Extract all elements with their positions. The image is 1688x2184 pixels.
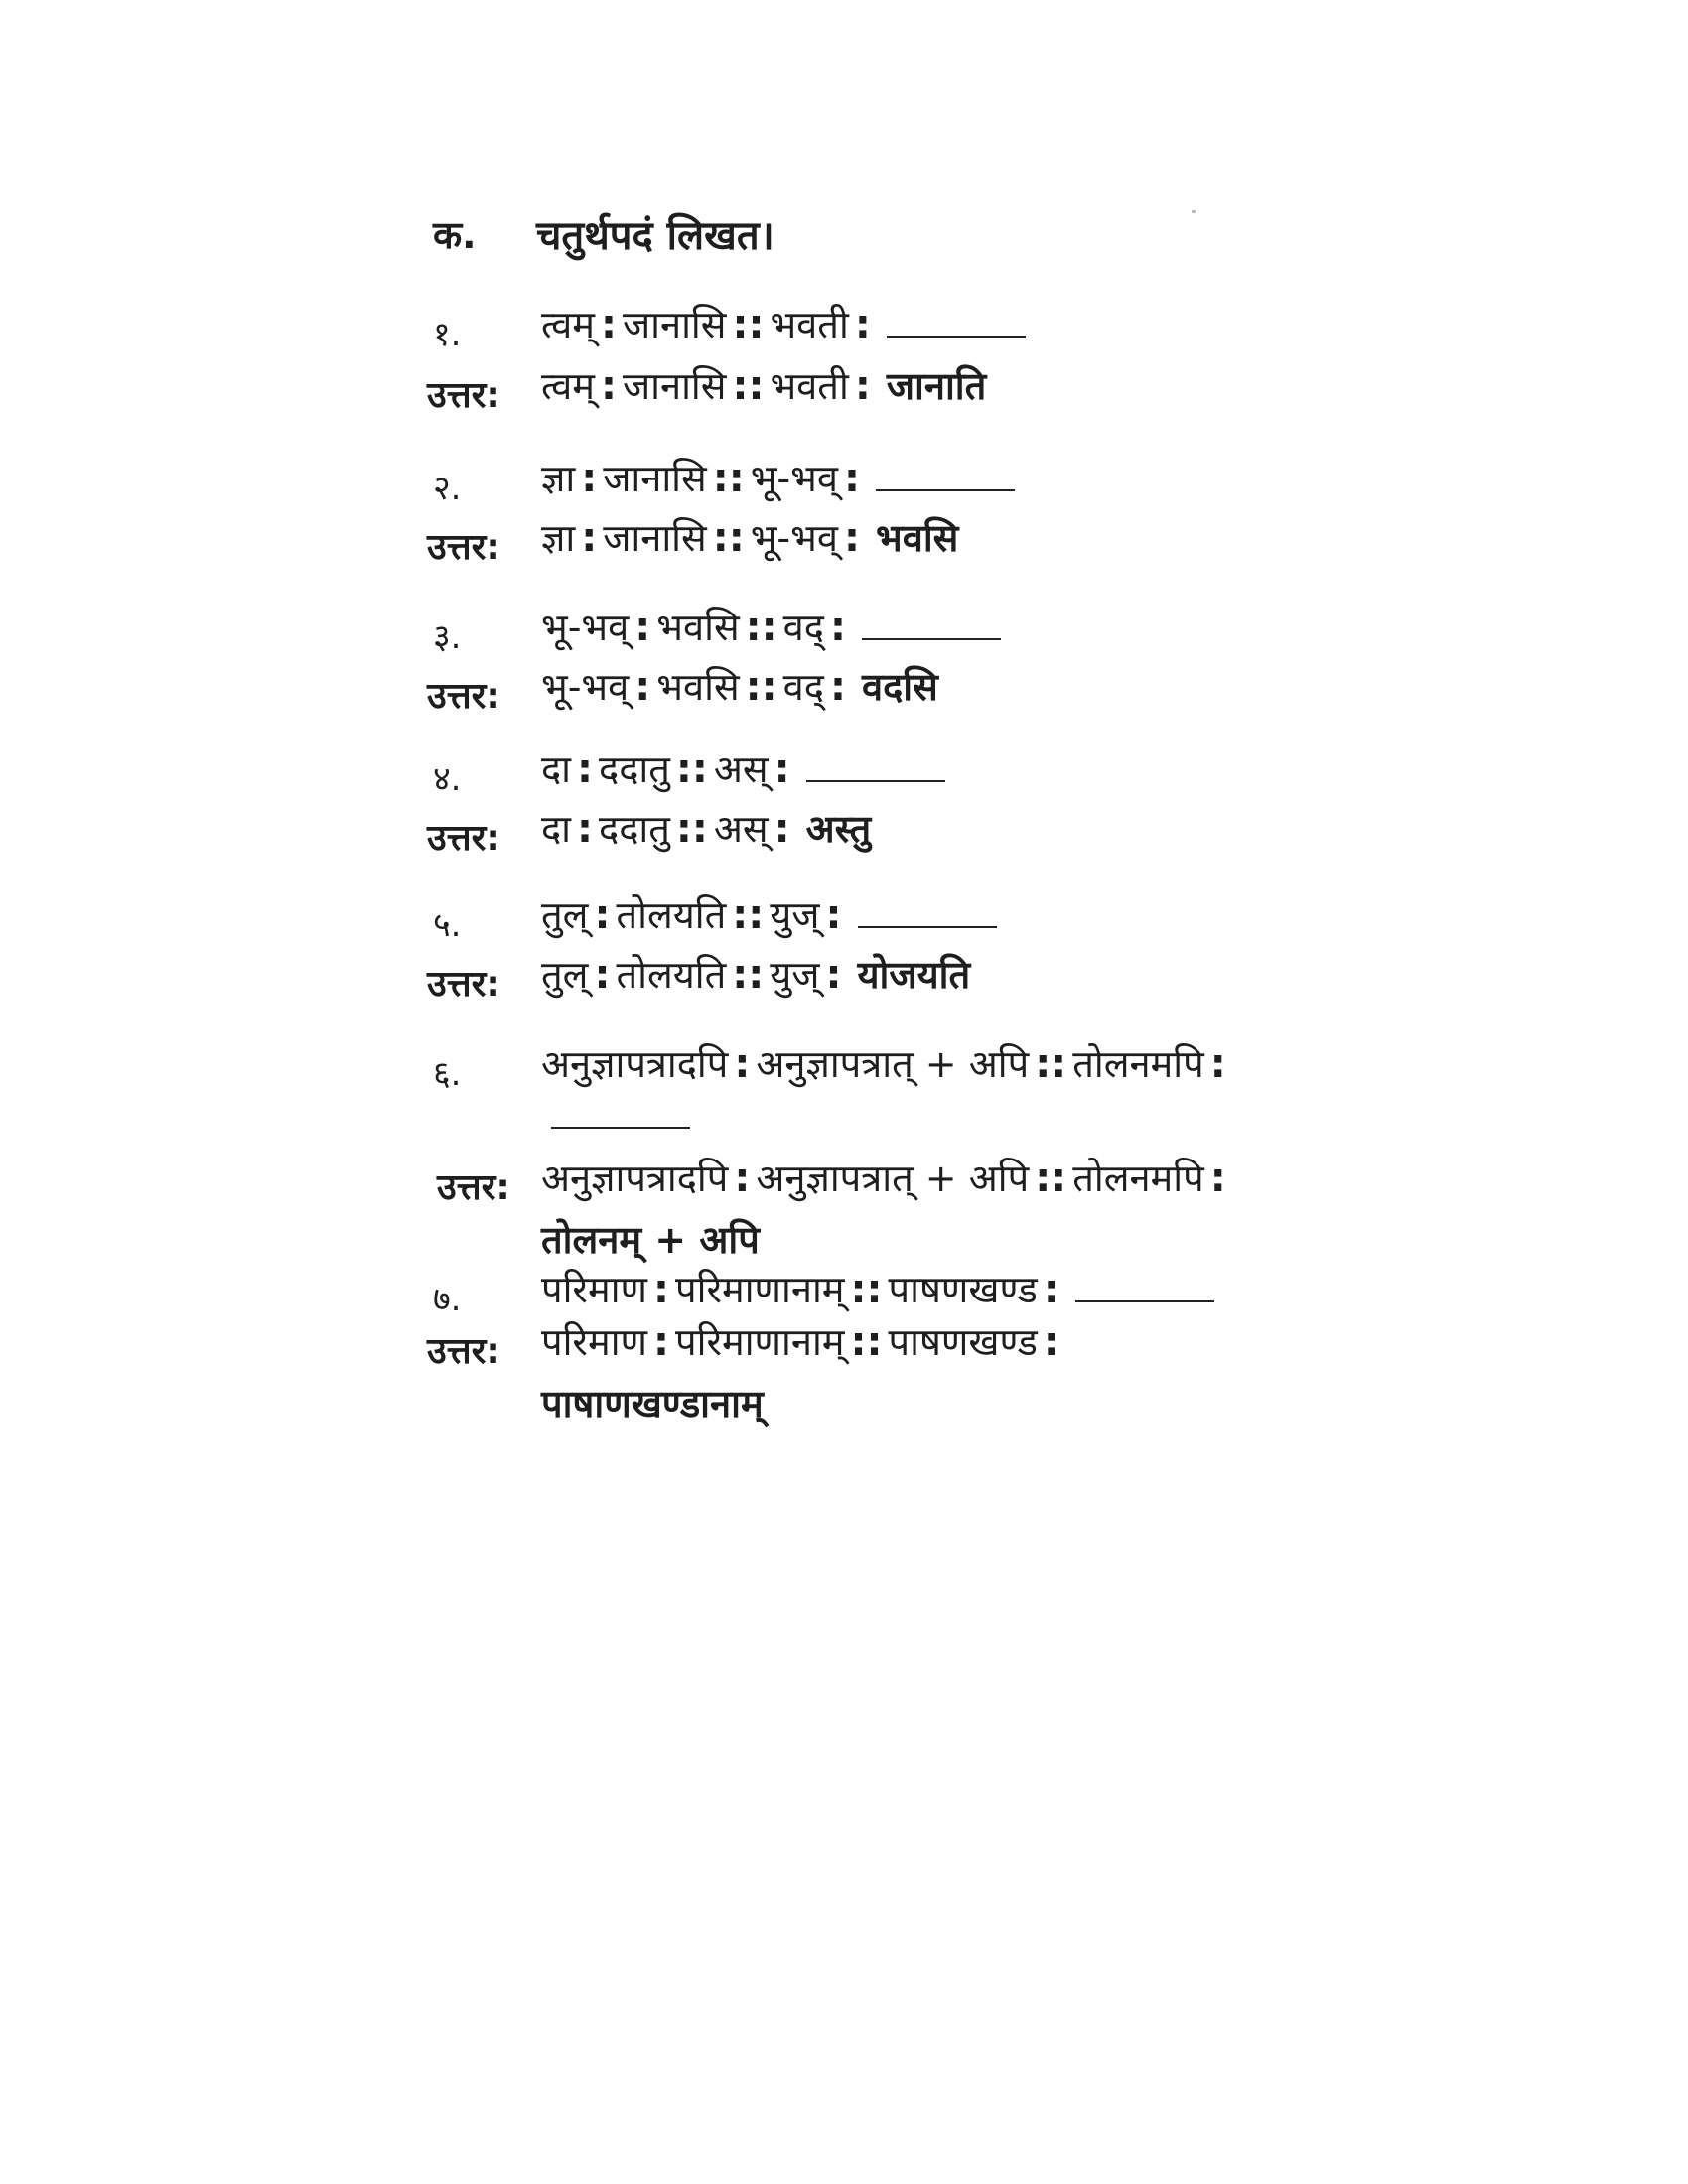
answer-text: योजयति bbox=[857, 953, 971, 997]
term: भवती bbox=[770, 303, 849, 346]
ratio-separator: : bbox=[634, 605, 651, 650]
answer-label: उत्तर: bbox=[427, 375, 500, 416]
section-title: चतुर्थपदं लिखत। bbox=[536, 213, 774, 259]
ratio-separator: : bbox=[1209, 1156, 1226, 1201]
ratio-separator: :: bbox=[712, 456, 745, 501]
term: तोलयति bbox=[616, 953, 727, 997]
term: जानासि bbox=[622, 364, 727, 408]
ratio-separator: : bbox=[774, 747, 790, 792]
ratio-separator: : bbox=[844, 456, 860, 501]
ratio-separator: : bbox=[653, 1319, 670, 1365]
ratio-separator: : bbox=[1043, 1319, 1059, 1365]
term: दा bbox=[541, 748, 572, 791]
term: वद् bbox=[782, 606, 824, 649]
term: पाषणखण्ड bbox=[888, 1320, 1038, 1364]
term: ददातु bbox=[599, 807, 670, 851]
term: तुल् bbox=[541, 953, 589, 997]
ratio-separator: : bbox=[844, 515, 860, 561]
answer-label: उत्तर: bbox=[427, 818, 500, 859]
item-number: १. bbox=[433, 315, 462, 354]
ratio-separator: :: bbox=[732, 892, 765, 938]
term: जानासि bbox=[603, 457, 707, 500]
answer-label: उत्तर: bbox=[427, 1331, 500, 1372]
answer-row bbox=[541, 1152, 1232, 1262]
answer-blank bbox=[876, 460, 1015, 491]
answer-blank bbox=[887, 306, 1026, 338]
answer-row bbox=[541, 511, 958, 563]
ratio-separator: :: bbox=[1035, 1041, 1067, 1087]
term: अनुज्ञापत्रात् + अपि bbox=[756, 1157, 1030, 1200]
question-row bbox=[541, 743, 945, 794]
ratio-separator: : bbox=[600, 363, 617, 409]
term: भू-भव् bbox=[541, 665, 630, 709]
answer-blank bbox=[858, 896, 997, 928]
question-row bbox=[541, 298, 1026, 349]
answer-text: वदसि bbox=[861, 665, 938, 709]
answer-blank bbox=[806, 751, 945, 782]
ratio-separator: : bbox=[829, 605, 846, 650]
question-row bbox=[541, 888, 997, 940]
ratio-separator: : bbox=[577, 747, 594, 792]
ratio-separator: : bbox=[774, 806, 790, 852]
ratio-separator: :: bbox=[675, 806, 708, 852]
ratio-separator: :: bbox=[732, 302, 765, 347]
term: त्वम् bbox=[541, 303, 595, 346]
ratio-separator: :: bbox=[850, 1319, 883, 1365]
term: ज्ञा bbox=[541, 457, 576, 500]
term: युज् bbox=[770, 953, 820, 997]
term: अस् bbox=[713, 748, 769, 791]
item-number: २. bbox=[433, 469, 462, 508]
term: भू-भव् bbox=[750, 516, 838, 560]
answer-label: उत्तर: bbox=[437, 1167, 510, 1208]
ratio-separator: : bbox=[829, 664, 846, 710]
question-row bbox=[541, 452, 1015, 503]
term: अनुज्ञापत्रादपि bbox=[541, 1157, 729, 1200]
ratio-separator: : bbox=[653, 1267, 670, 1312]
ratio-separator: : bbox=[594, 952, 611, 998]
item-number: ५. bbox=[433, 905, 462, 945]
term: तोलनमपि bbox=[1072, 1042, 1204, 1086]
answer-text: अस्तु bbox=[805, 807, 872, 851]
ratio-separator: :: bbox=[745, 605, 777, 650]
answer-text: भवसि bbox=[876, 516, 959, 560]
ratio-separator: : bbox=[1209, 1041, 1226, 1087]
item-number: ७. bbox=[433, 1280, 462, 1319]
question-row bbox=[541, 601, 1001, 652]
term: अस् bbox=[713, 807, 769, 851]
ratio-separator: : bbox=[581, 515, 598, 561]
answer-row bbox=[541, 1315, 1065, 1426]
ratio-separator: :: bbox=[1035, 1156, 1067, 1201]
answer-row bbox=[541, 948, 970, 1000]
answer-row bbox=[541, 359, 986, 411]
ratio-separator: : bbox=[734, 1041, 751, 1087]
item-number: ३. bbox=[433, 617, 462, 657]
term: त्वम् bbox=[541, 364, 595, 408]
ratio-separator: : bbox=[594, 892, 611, 938]
ratio-separator: :: bbox=[732, 952, 765, 998]
term: परिमाणानाम् bbox=[675, 1320, 845, 1364]
term: ज्ञा bbox=[541, 516, 576, 560]
ratio-separator: :: bbox=[712, 515, 745, 561]
ratio-separator: : bbox=[577, 806, 594, 852]
ratio-separator: : bbox=[825, 892, 842, 938]
answer-blank bbox=[862, 609, 1001, 640]
item-number: ४. bbox=[433, 759, 462, 799]
question-row bbox=[541, 1263, 1214, 1314]
term: भवसि bbox=[656, 665, 740, 709]
answer-text: तोलनम् + अपि bbox=[541, 1218, 760, 1262]
term: जानासि bbox=[622, 303, 727, 346]
ratio-separator: :: bbox=[732, 363, 765, 409]
term: युज् bbox=[770, 893, 820, 937]
ratio-separator: :: bbox=[745, 664, 777, 710]
term: भवसि bbox=[656, 606, 740, 649]
term: तुल् bbox=[541, 893, 589, 937]
term: अनुज्ञापत्रात् + अपि bbox=[756, 1042, 1030, 1086]
answer-label: उत्तर: bbox=[427, 676, 500, 717]
answer-label: उत्तर: bbox=[427, 527, 500, 568]
answer-row bbox=[541, 802, 871, 854]
term: पाषणखण्ड bbox=[888, 1268, 1038, 1311]
term: तोलयति bbox=[616, 893, 727, 937]
term: दा bbox=[541, 807, 572, 851]
term: भवती bbox=[770, 364, 849, 408]
ratio-separator: : bbox=[734, 1156, 751, 1201]
ratio-separator: : bbox=[1043, 1267, 1059, 1312]
answer-row bbox=[541, 660, 938, 712]
ratio-separator: :: bbox=[675, 747, 708, 792]
scan-speck bbox=[1192, 210, 1196, 213]
term: परिमाण bbox=[541, 1268, 648, 1311]
ratio-separator: : bbox=[581, 456, 598, 501]
answer-text: पाषाणखण्डानाम् bbox=[541, 1382, 764, 1426]
term: परिमाण bbox=[541, 1320, 648, 1364]
ratio-separator: : bbox=[854, 363, 871, 409]
answer-blank bbox=[1075, 1271, 1214, 1302]
term: ददातु bbox=[599, 748, 670, 791]
ratio-separator: : bbox=[600, 302, 617, 347]
item-number: ६. bbox=[433, 1054, 462, 1094]
answer-blank bbox=[551, 1097, 690, 1129]
term: तोलनमपि bbox=[1072, 1157, 1204, 1200]
ratio-separator: : bbox=[854, 302, 871, 347]
ratio-separator: :: bbox=[850, 1267, 883, 1312]
answer-label: उत्तर: bbox=[427, 964, 500, 1005]
term: वद् bbox=[782, 665, 824, 709]
term: जानासि bbox=[603, 516, 707, 560]
term: परिमाणानाम् bbox=[675, 1268, 845, 1311]
section-label: क. bbox=[433, 213, 477, 257]
answer-text: जानाति bbox=[886, 364, 987, 408]
ratio-separator: : bbox=[825, 952, 842, 998]
ratio-separator: : bbox=[634, 664, 651, 710]
term: भू-भव् bbox=[541, 606, 630, 649]
question-row bbox=[541, 1037, 1232, 1089]
term: भू-भव् bbox=[750, 457, 838, 500]
term: अनुज्ञापत्रादपि bbox=[541, 1042, 729, 1086]
